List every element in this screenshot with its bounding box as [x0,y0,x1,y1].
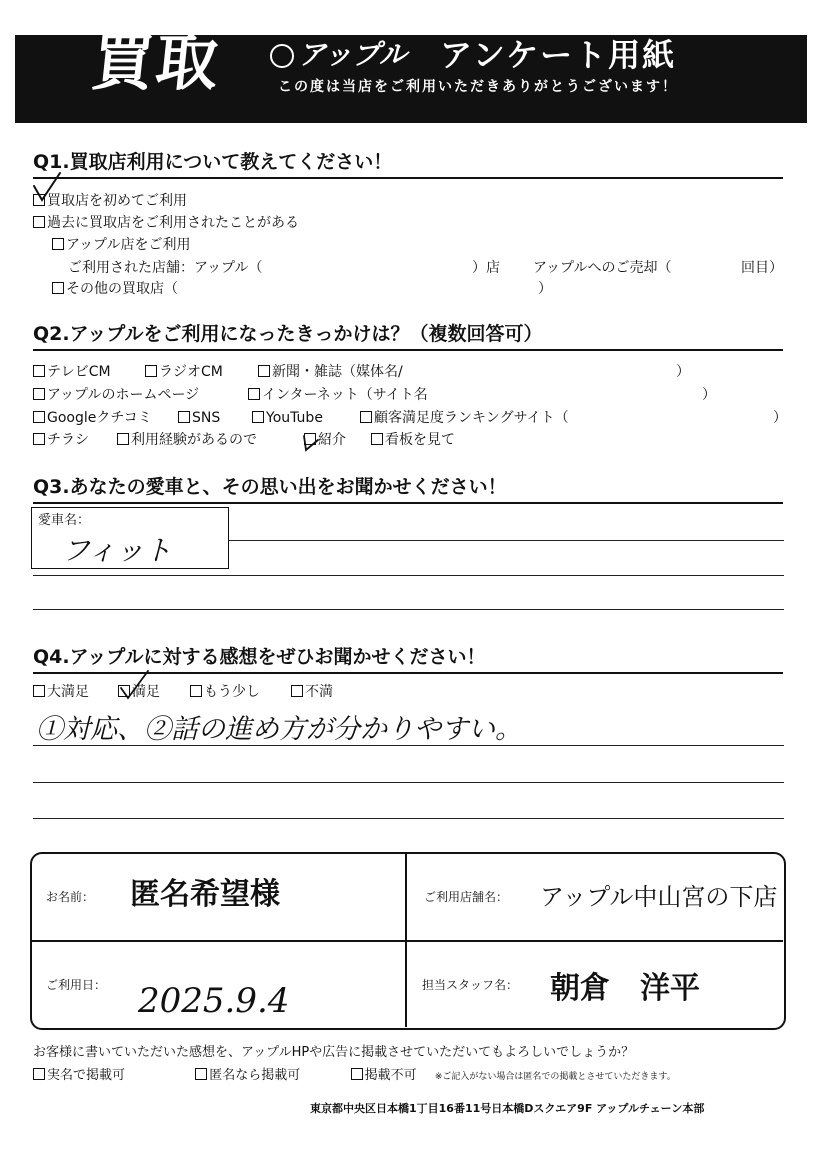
news-close: ） [676,364,690,380]
q3-heading: Q3.あなたの愛車と、その思い出をお聞かせください！ [33,476,507,498]
logo-badge-icon [270,44,294,68]
checkbox-dissatisfied[interactable] [291,685,303,697]
car-name-label: 愛車名： [38,513,91,528]
q2-option-experience[interactable] [117,431,257,449]
q3-rule [33,502,783,504]
car-name-handwriting: フィット [62,534,172,567]
referral-label: 紹介 [318,432,346,448]
comment-handwriting: ①対応、②話の進め方が分かりやすい。 [36,714,522,745]
sale-count-suffix: 回目） [741,260,783,276]
internet-close: ） [702,387,716,403]
check-mark-satisfied-icon [118,668,154,702]
check-mark-first-time-icon [30,170,64,206]
news-label: 新聞・雑誌（媒体名/ [272,364,403,380]
checkbox-used-before[interactable] [33,216,45,228]
q1-heading: Q1.買取店利用について教えてください！ [33,151,393,173]
experience-label: 利用経験があるので [131,432,257,448]
dissatisfied-label: 不満 [305,684,333,700]
sale-count-label: アップルへのご売却（ [533,260,672,276]
q2-option-sns[interactable] [178,409,220,427]
publication-note: ※ご記入がない場合は匿名での掲載とさせていただきます。 [434,1072,676,1082]
radio-label: ラジオCM [159,364,223,380]
store-used-label: ご利用された店舗：アップル（ [68,260,263,276]
homepage-label: アップルのホームページ [47,387,200,403]
checkbox-more[interactable] [190,685,202,697]
q4-line-2 [33,782,784,783]
youtube-label: YouTube [266,410,323,426]
q2-rule [33,349,783,351]
checkbox-experience[interactable] [117,433,129,445]
checkbox-signboard[interactable] [371,433,383,445]
date-value[interactable]: 2025.9.4 [138,981,290,1021]
more-label: もう少し [204,684,260,700]
q4-option-dissatisfied[interactable] [291,683,333,701]
other-store-label: その他の買取店（ [66,281,178,297]
q1-option-used-before[interactable] [33,214,299,232]
checkbox-news[interactable] [258,365,270,377]
company-address: 東京都中央区日本橋1丁目16番11号日本橋Dスクエア9F アップルチェーン本部 [310,1102,705,1115]
option-real-name[interactable] [33,1068,125,1083]
checkbox-flyer[interactable] [33,433,45,445]
q2-heading: Q2.アップルをご利用になったきっかけは？（複数回答可） [33,323,543,345]
q2-option-internet[interactable] [248,386,428,404]
checkbox-real-name[interactable] [33,1068,45,1080]
very-satisfied-label: 大満足 [47,684,89,700]
q1-option-other-store[interactable] [52,280,178,298]
staff-value[interactable]: 朝倉 洋平 [550,971,700,1006]
other-store-suffix: ） [538,281,552,297]
publication-options [33,1068,676,1085]
info-box-horizontal-divider [31,940,783,942]
date-label: ご利用日： [46,978,107,992]
used-before-label: 過去に買取店をご利用されたことがある [47,215,299,231]
not-allowed-label: 掲載不可 [364,1068,417,1083]
checkbox-anonymous[interactable] [195,1068,207,1080]
q1-option-apple-store[interactable] [52,236,190,254]
flyer-label: チラシ [47,432,89,448]
q3-line-1 [228,540,784,541]
form-subtitle: この度は当店をご利用いただきありがとうございます！ [278,79,678,95]
form-title: アンケート用紙 [440,36,677,74]
ranking-label: 顧客満足度ランキングサイト（ [374,410,569,426]
ranking-close: ） [773,410,787,426]
publication-question: お客様に書いていただいた感想を、アップルHPや広告に掲載させていただいてもよろしいでしょうか？ [33,1045,635,1060]
name-value[interactable]: 匿名希望様 [130,877,280,912]
checkbox-radio[interactable] [145,365,157,377]
q4-option-very-satisfied[interactable] [33,683,89,701]
q2-option-news[interactable] [258,363,403,381]
tv-label: テレビCM [47,364,111,380]
real-name-label: 実名で掲載可 [47,1068,126,1083]
q2-option-tv[interactable] [33,363,111,381]
signboard-label: 看板を見て [385,432,455,448]
sns-label: SNS [192,410,221,426]
q1-rule [33,177,783,179]
q2-option-ranking[interactable] [360,409,569,427]
q2-option-google[interactable] [33,409,152,427]
q3-line-3 [33,609,784,610]
checkbox-sns[interactable] [178,411,190,423]
checkbox-ranking[interactable] [360,411,372,423]
google-label: Googleクチコミ [47,410,152,426]
apple-logo-text: アップル [298,38,407,71]
q2-option-homepage[interactable] [33,386,199,404]
option-not-allowed[interactable] [351,1068,417,1083]
checkbox-homepage[interactable] [33,388,45,400]
checkbox-youtube[interactable] [252,411,264,423]
checkbox-tv[interactable] [33,365,45,377]
checkbox-google[interactable] [33,411,45,423]
q2-option-signboard[interactable] [371,431,455,449]
name-label: お名前： [46,890,95,904]
staff-label: 担当スタッフ名： [422,978,519,992]
q2-option-flyer[interactable] [33,431,89,449]
apple-store-label: アップル店をご利用 [66,237,191,253]
store-name-value[interactable]: アップル中山宮の下店 [540,883,778,911]
kaitori-logo-text: 買取 [88,26,224,99]
checkbox-very-satisfied[interactable] [33,685,45,697]
q2-option-radio[interactable] [145,363,223,381]
q3-line-2 [33,575,784,576]
q4-line-3 [33,818,784,819]
check-mark-referral-icon [300,424,322,454]
checkbox-not-allowed[interactable] [351,1068,363,1080]
q4-heading: Q4.アップルに対する感想をぜひお聞かせください！ [33,646,486,668]
checkbox-other-store[interactable] [52,282,64,294]
satisfied-label: 満足 [132,684,160,700]
apple-logo [270,39,407,71]
first-time-label: 買取店を初めてご利用 [47,193,187,209]
internet-label: インターネット（サイト名 [262,387,428,403]
store-used-suffix: ）店 [472,260,500,276]
store-name-label: ご利用店舗名： [424,890,509,904]
anonymous-label: 匿名なら掲載可 [209,1068,301,1083]
checkbox-apple-store[interactable] [52,238,64,250]
checkbox-internet[interactable] [248,388,260,400]
option-anonymous[interactable] [195,1068,300,1083]
q4-option-more[interactable] [190,683,260,701]
q4-line-1 [33,745,784,746]
